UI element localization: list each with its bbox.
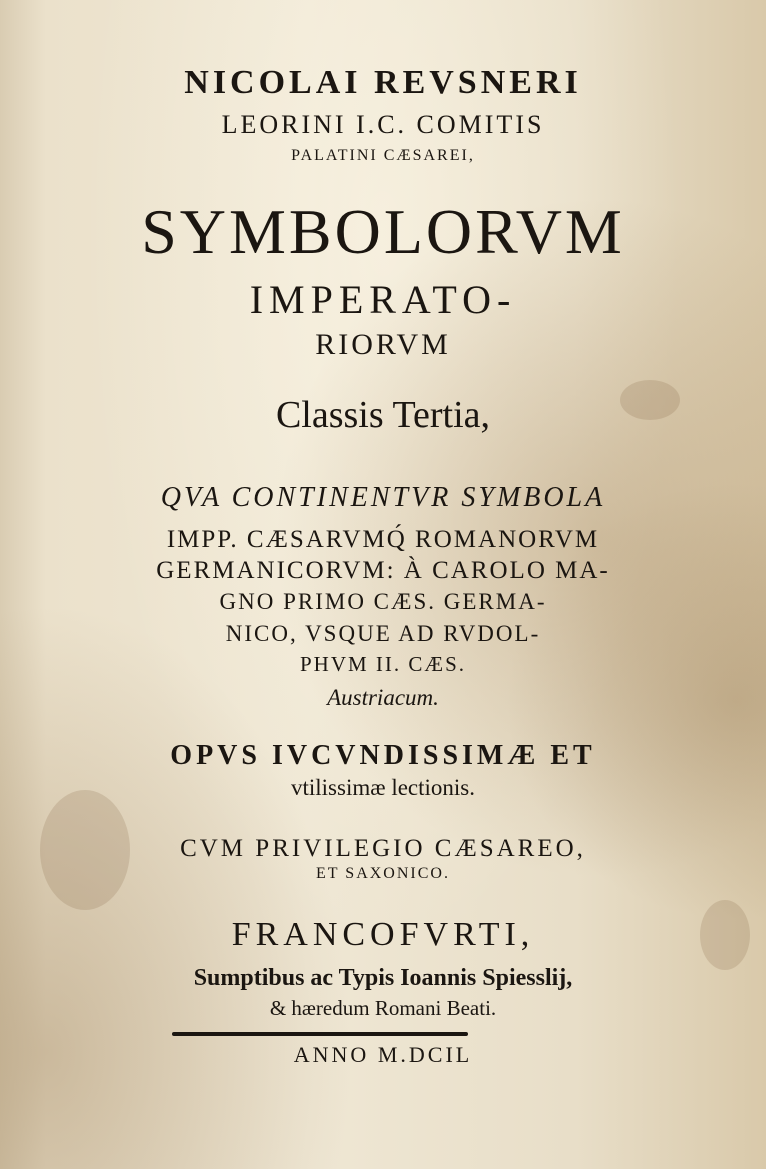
classis-line: Classis Tertia,	[275, 394, 491, 436]
description-line-3: GERMANICORVM: À CAROLO MA-	[156, 557, 610, 584]
description-line-6: PHVM II. CÆS.	[299, 652, 467, 676]
description-line-1: QVA CONTINENTVR SYMBOLA	[160, 482, 606, 513]
privilege-line-1: CVM PRIVILEGIO CÆSAREO,	[180, 835, 586, 862]
author-line-2: LEORINI I.C. COMITIS	[221, 110, 545, 139]
date-line: ANNO M.DCIL	[293, 1042, 473, 1067]
main-title-1: SYMBOLORVM	[141, 196, 625, 267]
main-title-3: RIORVM	[315, 328, 451, 361]
place-line: FRANCOFVRTI,	[231, 916, 535, 953]
description-line-4: GNO PRIMO CÆS. GERMA-	[219, 589, 547, 614]
main-title-2: IMPERATO-	[249, 277, 517, 322]
opus-line-1: OPVS IVCVNDISSIMÆ ET	[170, 740, 596, 771]
description-line-5: NICO, VSQUE AD RVDOL-	[225, 621, 541, 646]
opus-line-2: vtilissimæ lectionis.	[290, 775, 475, 800]
horizontal-rule	[172, 1032, 468, 1036]
author-line-1: NICOLAI REVSNERI	[184, 64, 582, 101]
printer-line-2: & hæredum Romani Beati.	[269, 996, 497, 1020]
author-line-3: PALATINI CÆSAREI,	[291, 147, 475, 164]
description-line-2: IMPP. CÆSARVMQ́ ROMANORVM	[166, 526, 600, 553]
description-line-7: Austriacum.	[327, 685, 439, 710]
printer-line-1: Sumptibus ac Typis Ioannis Spiesslij,	[193, 965, 573, 991]
privilege-line-2: ET SAXONICO.	[316, 865, 450, 882]
